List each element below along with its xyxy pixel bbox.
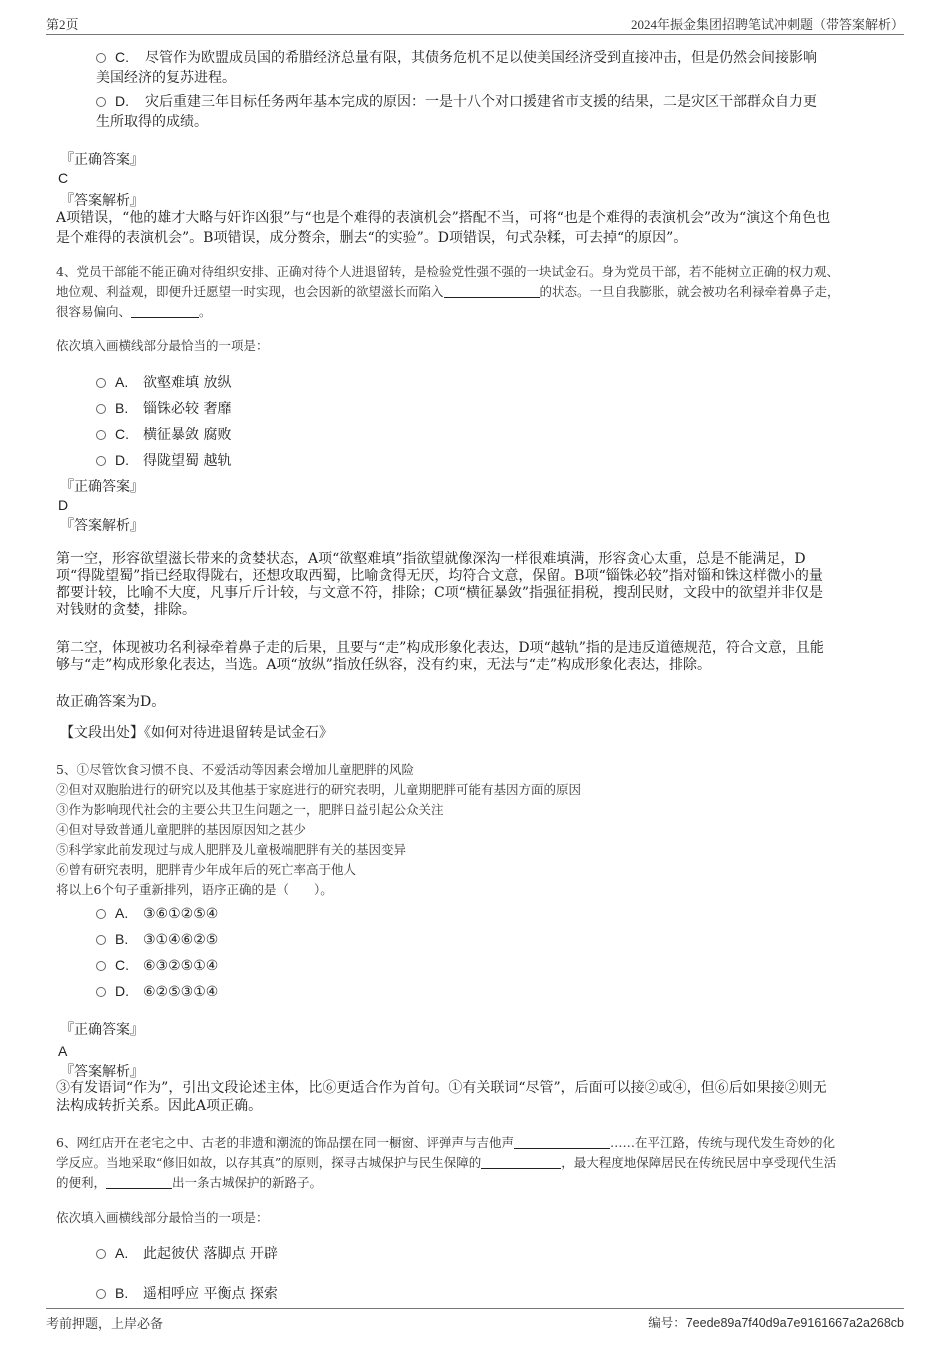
- document-id: 编号：7eede89a7f40d9a7e9161667a2a268cb: [648, 1316, 904, 1330]
- radio-icon[interactable]: [96, 404, 106, 414]
- correct-answer-label: 『正确答案』: [60, 479, 144, 495]
- option-b-q6[interactable]: B. 遥相呼应 平衡点 探索: [96, 1283, 278, 1304]
- analysis-text: A项错误，“他的雄才大略与奸诈凶狠”与“也是个难得的表演机会”搭配不当，可将“也是个难得的表演机会”改为“演这个角色也 是个难得的表演机会”。B项错误，成分赘余，删去“的实验”。D项错误，句式杂糅，可去掉“的原因”。: [56, 210, 831, 246]
- question-5-stem: 5、①尽管饮食习惯不良、不爱活动等因素会增加儿童肥胖的风险 ②但对双胞胎进行的研究以及其他基于家庭进行的研究表明，儿童期肥胖可能有基因方面的原因 ③作为影响现代社会的主要公共卫生问题之一，肥胖日益引起公众关注 ④但对导致普通儿童肥胖的基因原因知之甚少 ⑤科学家此前发现过与成人肥胖及儿童极端肥胖有关的基因变异 ⑥曾有研究表明，肥胖青少年成年后的死亡率高于他人 将以上6个句子重新排列，语序正确的是（ ）。: [56, 762, 582, 897]
- blank-line: [106, 1174, 172, 1189]
- option-d-q3[interactable]: D. 灾后重建三年目标任务两年基本完成的原因：一是十八个对口援建省市支援的结果，二是灾区干部群众自力更 生所取得的成绩。: [96, 93, 817, 130]
- radio-icon[interactable]: [96, 430, 106, 440]
- analysis-text: ③有发语词“作为”，引出文段论述主体，比⑥更适合作为首句。①有关联词“尽管”，后面可以接②或④，但⑥后如果接②则无 法构成转折关系。因此A项正确。: [56, 1080, 827, 1114]
- radio-icon[interactable]: [96, 456, 106, 466]
- option-a-q6[interactable]: A. 此起彼伏 落脚点 开辟: [96, 1243, 278, 1264]
- option-d-q5[interactable]: D. ⑥②⑤③①④: [96, 981, 218, 1002]
- footer-divider: [46, 1308, 904, 1309]
- blank-line: [444, 283, 540, 298]
- source-citation: 【文段出处】《如何对待进退留转是试金石》: [60, 725, 333, 741]
- question-6-prompt: 依次填入画横线部分最恰当的一项是：: [56, 1210, 269, 1225]
- option-c-q3[interactable]: C. 尽管作为欧盟成员国的希腊经济总量有限，其债务危机不足以使美国经济受到直接冲击，但是仍然会间接影响 美国经济的复苏进程。: [96, 49, 817, 86]
- radio-icon[interactable]: [96, 1289, 106, 1299]
- correct-answer: A: [58, 1043, 68, 1059]
- analysis-conclusion: 故正确答案为D。: [56, 694, 166, 710]
- page-number: 第2页: [46, 17, 79, 32]
- radio-icon[interactable]: [96, 935, 106, 945]
- header-divider: [46, 34, 904, 35]
- radio-icon[interactable]: [96, 961, 106, 971]
- footer-slogan: 考前押题，上岸必备: [46, 1316, 164, 1331]
- analysis-label: 『答案解析』: [60, 193, 144, 209]
- option-b-q5[interactable]: B. ③①④⑥②⑤: [96, 929, 218, 950]
- radio-icon[interactable]: [96, 53, 106, 63]
- radio-icon[interactable]: [96, 987, 106, 997]
- radio-icon[interactable]: [96, 97, 106, 107]
- blank-line: [514, 1134, 610, 1149]
- radio-icon[interactable]: [96, 1249, 106, 1259]
- radio-icon[interactable]: [96, 378, 106, 388]
- option-c-q5[interactable]: C. ⑥③②⑤①④: [96, 955, 218, 976]
- analysis-paragraph-1: 第一空，形容欲望滋长带来的贪婪状态，A项“欲壑难填”指欲望就像深沟一样很难填满，形容贪心太重，总是不能满足，D 项“得陇望蜀”指已经取得陇右，还想攻取西蜀，比喻贪得无厌，均符合文意，保留。B项“锱铢必较”指对锱和铢这样微小的量 都要计较，比喻不大度，凡事斤斤计较，与文意不符，排除；C项“横征暴敛”指强征捐税，搜刮民财，文段中的欲望并非仅是 对钱财的贪婪，排除。: [56, 551, 824, 618]
- correct-answer: D: [58, 497, 69, 513]
- option-d-q4[interactable]: D. 得陇望蜀 越轨: [96, 450, 231, 471]
- analysis-label: 『答案解析』: [60, 1064, 144, 1080]
- question-4-stem: 4、党员干部能不能正确对待组织安排、正确对待个人进退留转，是检验党性强不强的一块试金石。身为党员干部，若不能树立正确的权力观、 地位观、利益观，即便升迁愿望一时实现，也会因新的欲望滋长而陷入 的状态。一旦自我膨胀，就会被功名利禄牵着鼻子走， 很容易偏向、 。: [56, 264, 840, 319]
- question-6-stem: 6、网红店开在老宅之中、古老的非遗和潮流的饰品摆在同一橱窗、评弹声与吉他声 ……在平江路，传统与现代发生奇妙的化 学反应。当地采取“修旧如故，以存其真”的原则，探寻古城保护与民生保障的 ，最大程度地保障居民在传统民居中享受现代生活 的便利， 出一条古城保护的新路子。: [56, 1135, 837, 1190]
- analysis-label: 『答案解析』: [60, 518, 144, 534]
- option-a-q5[interactable]: A. ③⑥①②⑤④: [96, 903, 218, 924]
- option-c-q4[interactable]: C. 横征暴敛 腐败: [96, 424, 231, 445]
- correct-answer-label: 『正确答案』: [60, 152, 144, 168]
- correct-answer-label: 『正确答案』: [60, 1022, 144, 1038]
- radio-icon[interactable]: [96, 909, 106, 919]
- analysis-paragraph-2: 第二空，体现被功名利禄牵着鼻子走的后果，且要与“走”构成形象化表达，D项“越轨”指的是违反道德规范，符合文意，且能 够与“走”构成形象化表达，当选。A项“放纵”指放任纵容，没有约束，无法与“走”构成形象化表达，排除。: [56, 640, 824, 673]
- correct-answer: C: [58, 170, 69, 186]
- blank-line: [131, 303, 199, 318]
- option-b-q4[interactable]: B. 锱铢必较 奢靡: [96, 398, 231, 419]
- document-title: 2024年振金集团招聘笔试冲刺题（带答案解析）: [630, 17, 904, 32]
- question-4-prompt: 依次填入画横线部分最恰当的一项是：: [56, 338, 269, 353]
- option-a-q4[interactable]: A. 欲壑难填 放纵: [96, 372, 231, 393]
- blank-line: [481, 1154, 561, 1169]
